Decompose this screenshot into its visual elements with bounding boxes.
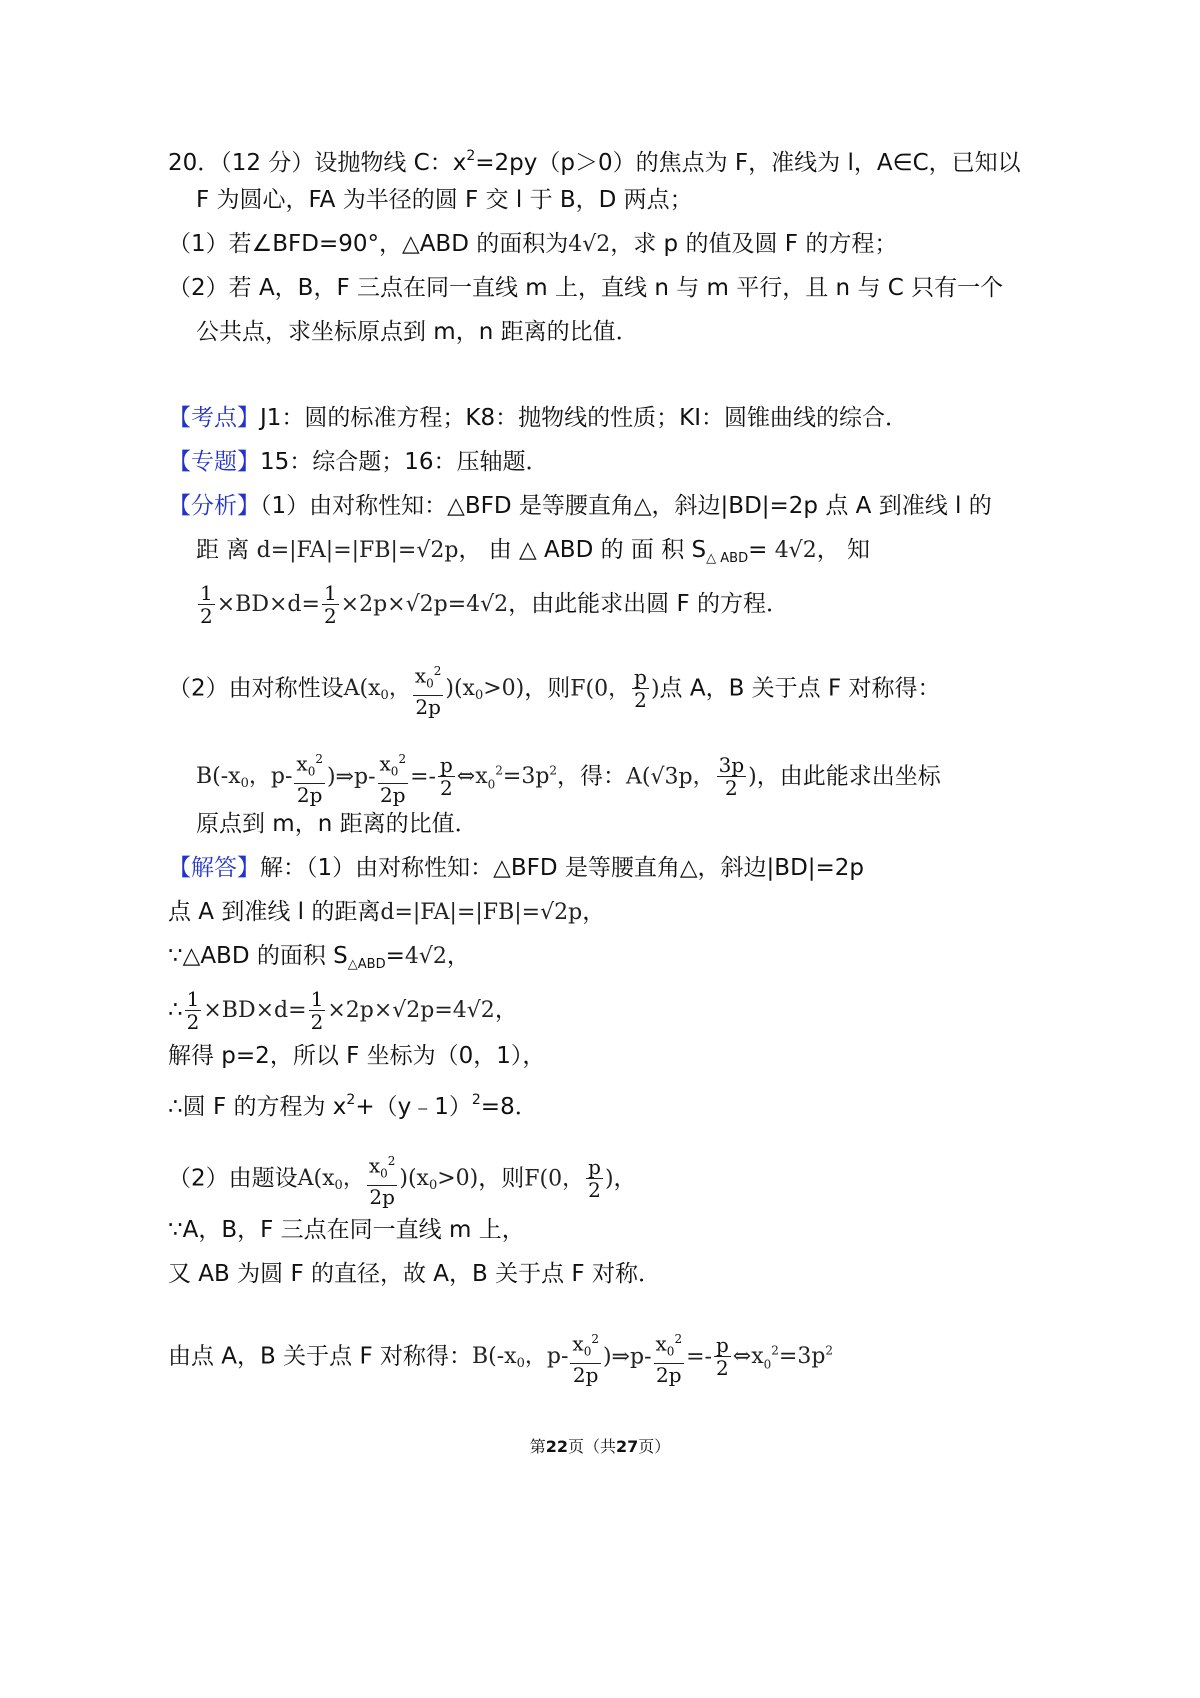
jieda-line-6: ∴圆 F 的方程为 $x^2+(y﹣1)^2=8$．: [168, 1092, 538, 1120]
fraction-half: $\frac{1}{2}$: [310, 987, 324, 1034]
fraction-half: $\frac{1}{2}$: [200, 581, 213, 628]
jieda-tag: 【解答】: [168, 855, 260, 881]
fraction-x0sq-over-2p: $\frac{x_0^2}{2p}$: [378, 748, 409, 806]
question-line-3: （1）若∠BFD=90°，△ABD 的面积为4√2，求 p 的值及圆 F 的方程；: [168, 231, 898, 257]
fraction-p-over-2: $\frac{p}{2}$: [634, 665, 647, 713]
jieda-line-2: 点 A 到准线 l 的距离d=|FA|=|FB|=√2p，: [168, 899, 606, 925]
fraction-p-over-2: $\frac{p}{2}$: [715, 1333, 729, 1381]
fenxi-line-4: （2）由对称性设A(x0， $\frac{x_0^2}{2p}$ )(x0>0)，则F(0， $\frac{p}{2}$ )点 A，B 关于点 F 对称得：: [168, 660, 941, 718]
fraction-x0sq-over-2p: $\frac{x_0^2}{2p}$: [413, 660, 444, 718]
fenxi-line-5: B(-x0，p- $\frac{x_0^2}{2p}$ )⇒p- $\frac{x_0^2}{2p}$ =- $\frac{p}{2}$ $\Leftrightarrow x_0^2=3p^2$，得：A(√3p， $\frac{3p}{2}$ )，由此能求出坐标: [196, 748, 941, 806]
jieda-line-10: 由点 A，B 关于点 F 对称得：B(-x0，p- $\frac{x_0^2}{2p}$ )⇒p- $\frac{x_0^2}{2p}$ =- $\frac{p}{2}$ $\Leftrightarrow x_0^2=3p^2$: [168, 1328, 833, 1386]
fraction-3p-over-2: $\frac{3p}{2}$: [718, 753, 745, 801]
jieda-line-8: ∵A，B，F 三点在同一直线 m 上，: [168, 1217, 525, 1243]
jieda-line-7: （2）由题设A(x0， $\frac{x_0^2}{2p}$ )(x0>0)，则F(0， $\frac{p}{2}$ )，: [168, 1150, 637, 1208]
fraction-x0sq-over-2p: $\frac{x_0^2}{2p}$: [570, 1328, 601, 1386]
jieda-line-3: ∵△ABD 的面积 $S_{\triangle ABD}=4√2$，: [168, 943, 470, 972]
fenxi-tag: 【分析】: [168, 493, 260, 519]
question-line-1: 20．（12 分）设抛物线 C：$x^2=2py(p>0)$的焦点为 F，准线为 l，A∈C，已知以: [168, 148, 1021, 176]
fraction-p-over-2: $\frac{p}{2}$: [588, 1155, 601, 1203]
fenxi-line-2: 距 离 d=|FA|=|FB|=√2p， 由 △ ABD 的 面 积 $S_{\triangle ABD}= 4√2$， 知: [196, 537, 871, 566]
fenxi-line-3: $\frac{1}{2}$ ×BD×d= $\frac{1}{2}$ ×2p×√2p=4√2，由此能求出圆 F 的方程．: [200, 581, 790, 628]
fraction-half: $\frac{1}{2}$: [323, 581, 337, 628]
question-line-4: （2）若 A，B，F 三点在同一直线 m 上，直线 n 与 m 平行，且 n 与 C 只有一个: [168, 275, 1004, 301]
kaodian-tag: 【考点】: [168, 405, 260, 431]
question-line-2: F 为圆心，FA 为半径的圆 F 交 l 于 B，D 两点；: [196, 187, 693, 213]
page-footer: 第22页（共27页）: [529, 1437, 671, 1456]
zhuanti-line: 【专题】15：综合题；16：压轴题．: [168, 449, 549, 475]
fenxi-line-6: 原点到 m，n 距离的比值．: [196, 811, 478, 837]
fraction-half: $\frac{1}{2}$: [186, 987, 200, 1034]
kaodian-line: 【考点】J1：圆的标准方程；K8：抛物线的性质；KI：圆锥曲线的综合．: [168, 405, 908, 431]
jieda-line-9: 又 AB 为圆 F 的直径，故 A，B 关于点 F 对称．: [168, 1261, 661, 1287]
fraction-x0sq-over-2p: $\frac{x_0^2}{2p}$: [654, 1328, 685, 1386]
zhuanti-tag: 【专题】: [168, 449, 260, 475]
fenxi-line-1: 【分析】（1）由对称性知：△BFD 是等腰直角△，斜边|BD|=2p 点 A 到准线 l 的: [168, 493, 992, 519]
fraction-x0sq-over-2p: $\frac{x_0^2}{2p}$: [367, 1150, 398, 1208]
jieda-line-4: ∴ $\frac{1}{2}$ ×BD×d= $\frac{1}{2}$ ×2p×√2p=4√2，: [168, 987, 518, 1034]
question-line-5: 公共点，求坐标原点到 m，n 距离的比值．: [196, 319, 639, 345]
jieda-line-1: 【解答】解：（1）由对称性知：△BFD 是等腰直角△，斜边|BD|=2p: [168, 855, 865, 881]
fraction-x0sq-over-2p: $\frac{x_0^2}{2p}$: [294, 748, 325, 806]
fraction-p-over-2: $\frac{p}{2}$: [439, 753, 453, 801]
jieda-line-5: 解得 p=2，所以 F 坐标为（0，1），: [168, 1043, 546, 1069]
